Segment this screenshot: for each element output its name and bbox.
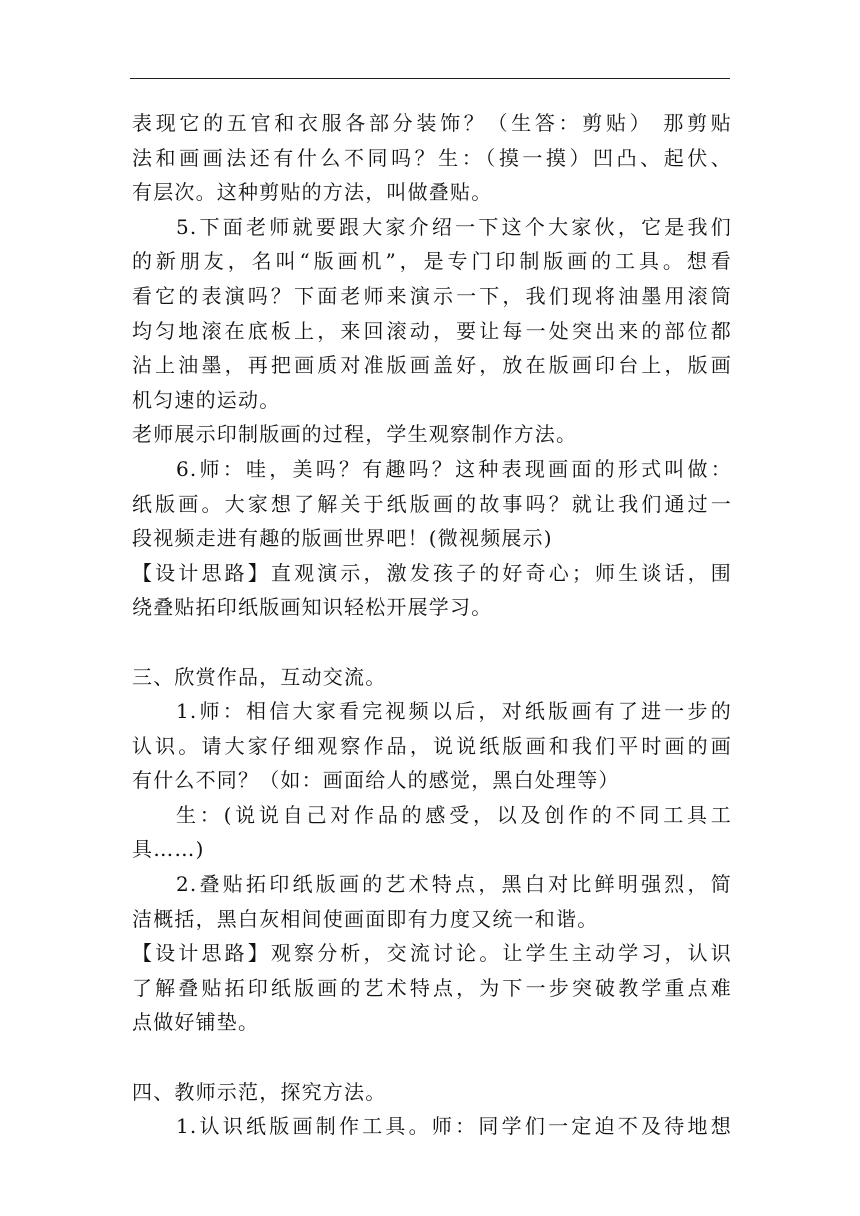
text-line: 有什么不同？（如：画面给人的感觉，黑白处理等） xyxy=(132,768,620,793)
text-line: 机匀速的运动。 xyxy=(132,387,281,412)
text-line: 1.师：相信大家看完视频以后，对纸版画有了进一步的 xyxy=(176,699,732,724)
text-line: 1.认识纸版画制作工具。师：同学们一定迫不及待地想 xyxy=(176,1114,732,1139)
text-line: 均匀地滚在底板上，来回滚动，要让每一处突出来的部位都 xyxy=(132,318,732,343)
section-heading: 四、教师示范，探究方法。 xyxy=(132,1079,387,1104)
text-line: 生：(说说自己对作品的感受，以及创作的不同工具工 xyxy=(176,802,732,827)
design-note-line: 【设计思路】直观演示，激发孩子的好奇心；师生谈话，围 xyxy=(132,560,732,585)
text-line: 的新朋友，名叫“版画机”，是专门印制版画的工具。想看 xyxy=(132,249,732,274)
design-note-line: 点做好铺垫。 xyxy=(132,1010,260,1035)
section-heading: 三、欣赏作品，互动交流。 xyxy=(132,664,387,689)
header-rule xyxy=(130,78,730,79)
text-line: 认识。请大家仔细观察作品，说说纸版画和我们平时画的画 xyxy=(132,733,732,758)
text-line: 2.叠贴拓印纸版画的艺术特点，黑白对比鲜明强烈，简 xyxy=(176,872,732,897)
text-line: 表现它的五官和衣服各部分装饰？（生答：剪贴） 那剪贴 xyxy=(132,111,732,135)
text-line: 看它的表演吗？下面老师来演示一下，我们现将油墨用滚筒 xyxy=(132,283,732,308)
text-line: 6.师：哇，美吗？有趣吗？这种表现画面的形式叫做： xyxy=(176,456,732,481)
text-line: 洁概括，黑白灰相间使画面即有力度又统一和谐。 xyxy=(132,906,599,931)
text-line: 纸版画。大家想了解关于纸版画的故事吗？就让我们通过一 xyxy=(132,491,732,516)
text-line: 沾上油墨，再把画质对准版画盖好，放在版画印台上，版画 xyxy=(132,353,732,378)
blank-line xyxy=(132,625,732,660)
text-line: 具……) xyxy=(132,837,205,862)
text-line: 段视频走进有趣的版画世界吧！(微视频展示) xyxy=(132,526,553,551)
text-line: 老师展示印制版画的过程，学生观察制作方法。 xyxy=(132,422,578,447)
text-line: 法和画画法还有什么不同吗？生：（摸一摸）凹凸、起伏、 xyxy=(132,145,732,170)
text-line: 有层次。这种剪贴的方法，叫做叠贴。 xyxy=(132,180,493,205)
text-line: 5.下面老师就要跟大家介绍一下这个大家伙，它是我们 xyxy=(176,214,732,239)
blank-line xyxy=(132,1040,732,1075)
design-note-line: 了解叠贴拓印纸版画的艺术特点，为下一步突破教学重点难 xyxy=(132,975,732,1000)
document-body xyxy=(132,106,732,1144)
design-note-line: 【设计思路】观察分析，交流讨论。让学生主动学习，认识 xyxy=(132,941,732,966)
design-note-line: 绕叠贴拓印纸版画知识轻松开展学习。 xyxy=(132,595,493,620)
